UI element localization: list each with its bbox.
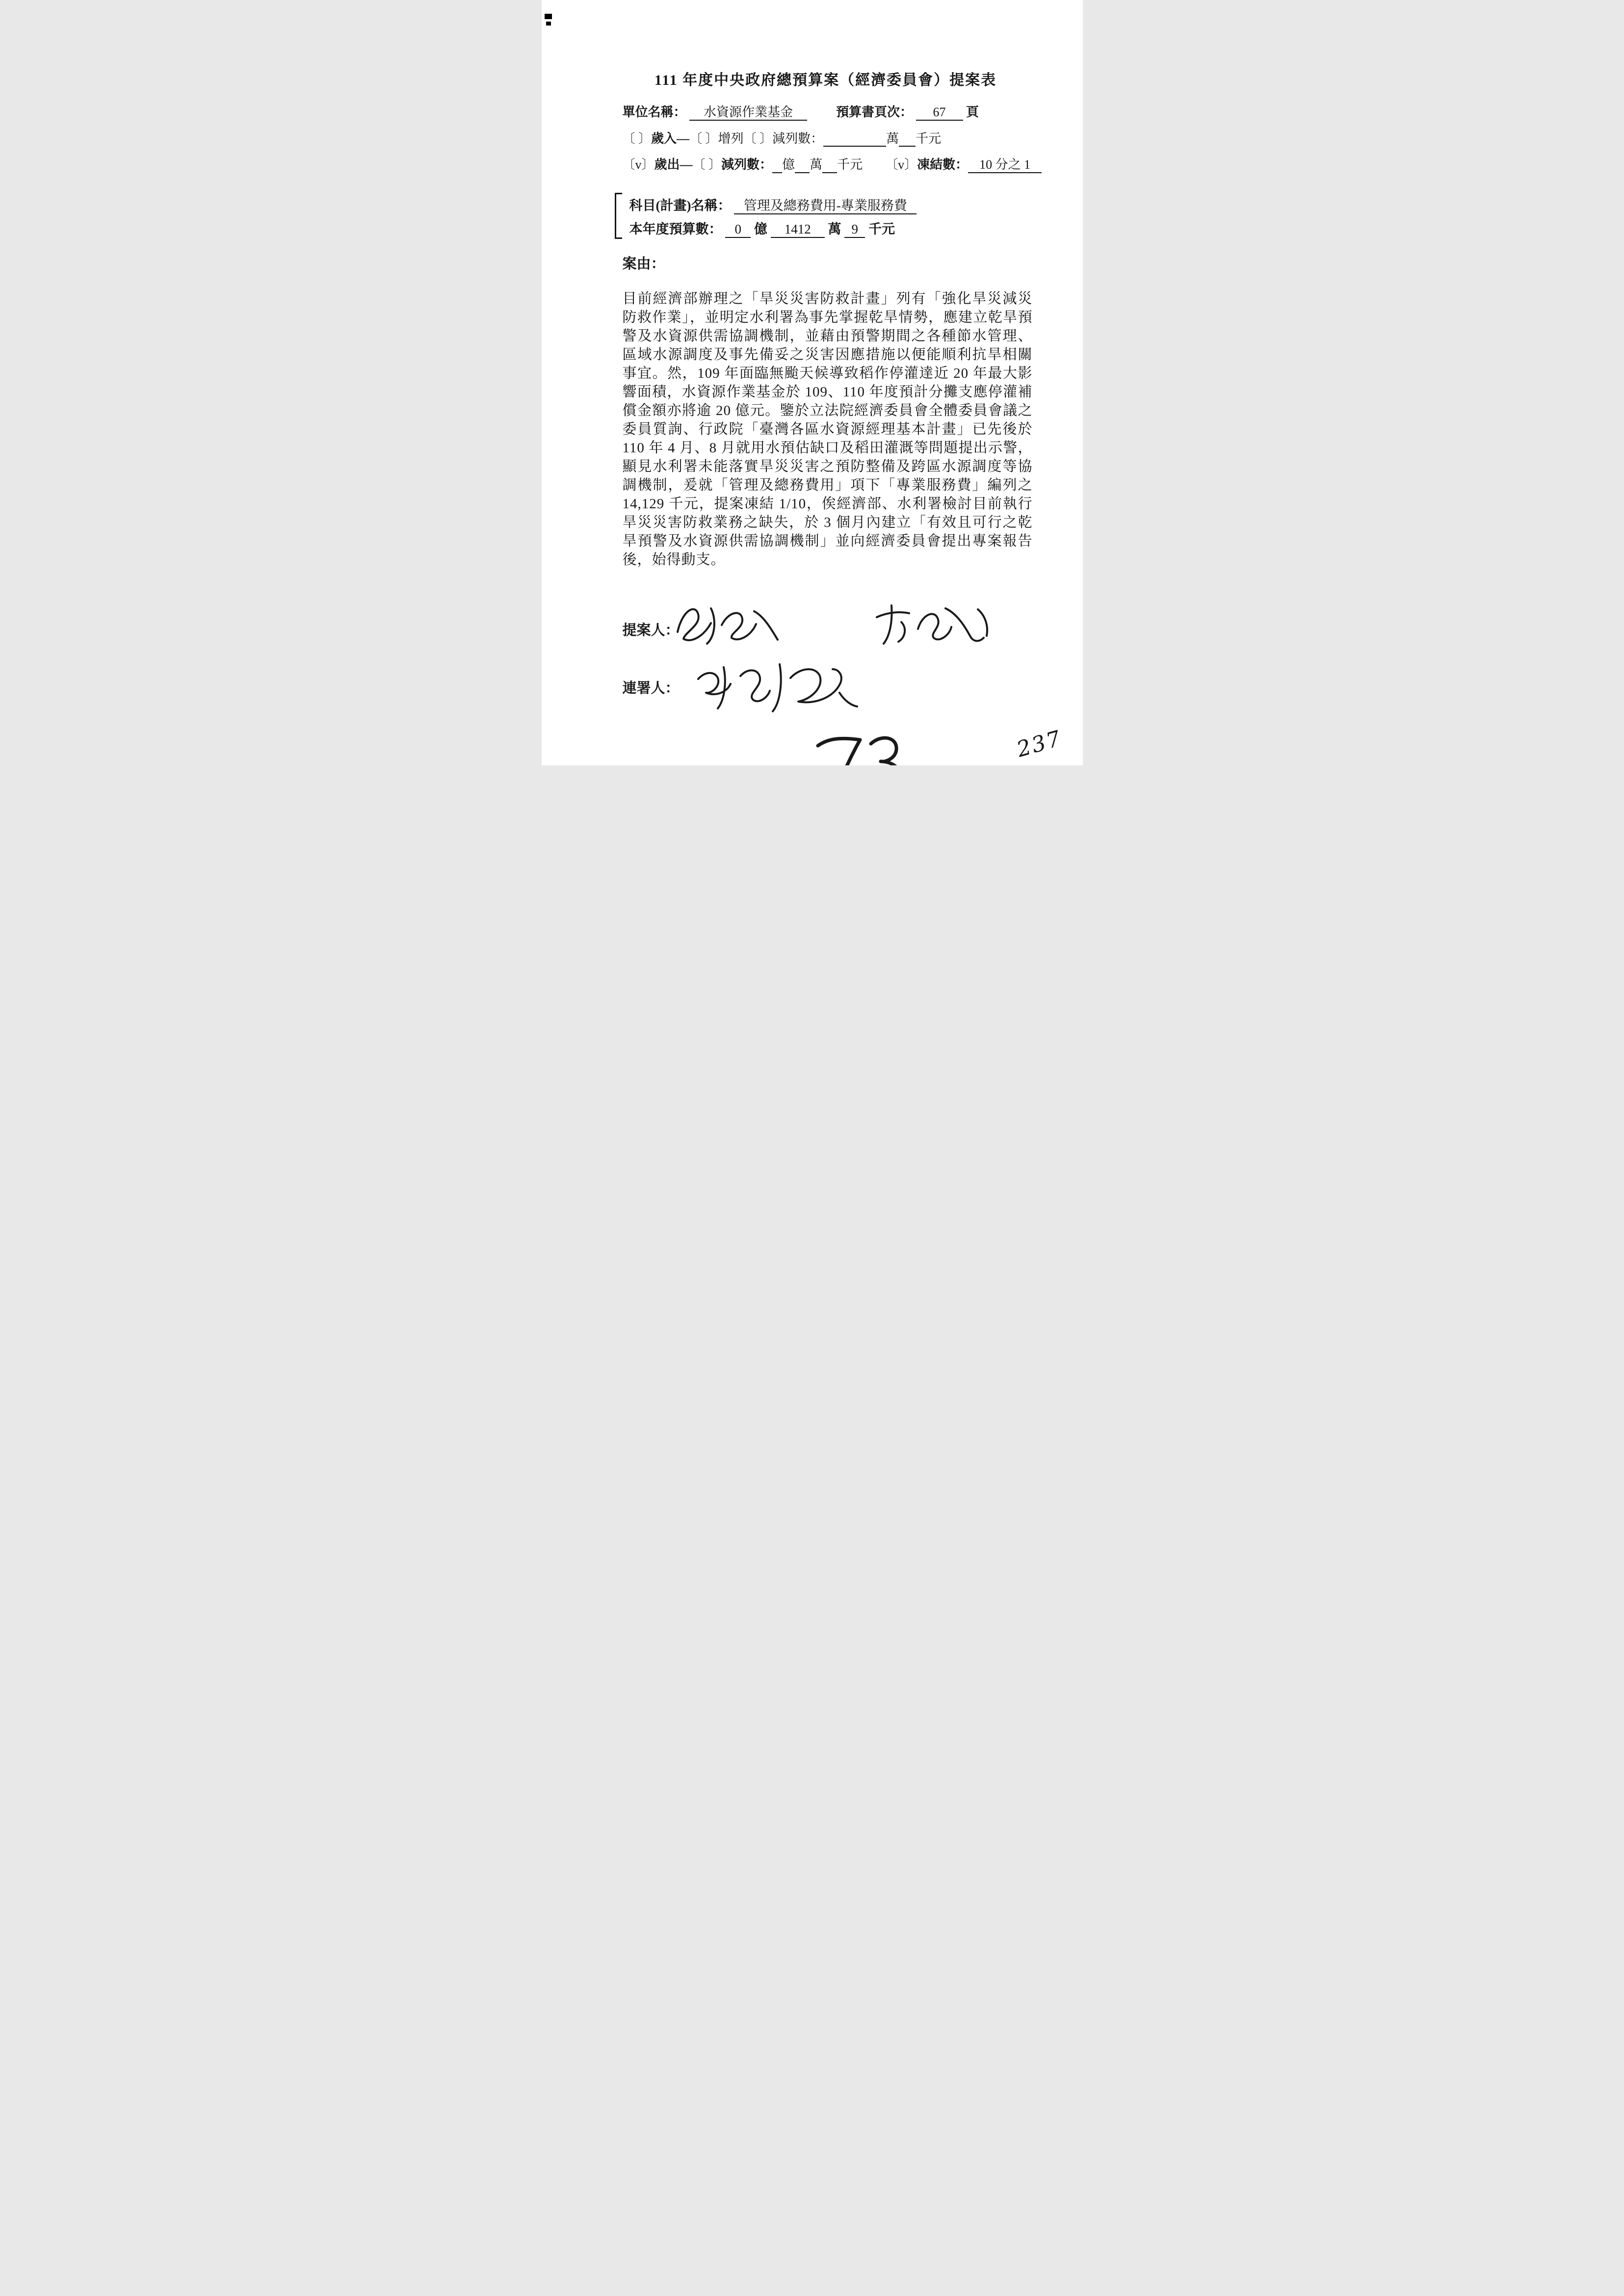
- unit-name-label: 單位名稱：: [622, 105, 686, 119]
- budget-amount-label: 本年度預算數：: [629, 221, 722, 236]
- cosigner-label: 連署人：: [622, 680, 680, 696]
- checkbox-revenue: 〔 〕: [622, 131, 652, 146]
- proposer-label: 提案人：: [622, 622, 680, 638]
- blank-qian: [822, 158, 837, 173]
- expenditure-label: 歲出—: [654, 157, 693, 172]
- qian-label-revenue: 千元: [916, 131, 942, 146]
- unit-name-value: 水資源作業基金: [689, 105, 807, 121]
- budget-wan-value: 1412: [771, 222, 825, 238]
- increase-label: 增列: [718, 131, 744, 146]
- revenue-line: [623, 129, 1029, 147]
- document-content: [622, 68, 1033, 765]
- wan-label: 萬: [810, 157, 823, 172]
- unit-name-line: [623, 102, 1029, 121]
- blank-amount-qian: [899, 131, 916, 147]
- case-reason-body: 目前經濟部辦理之「旱災災害防救計畫」列有「強化旱災減災防救作業」，並明定水利署為事先掌握乾旱情勢，應建立乾旱預警及水資源供需協調機制，並藉由預警期間之各種節水管理、區域水源調度及事先備妥之災害因應措施以便能順利抗旱相關事宜。然，109 年面臨無颱天候導致稻作停灌達近 20 年最大影響面積，水資源作業基金於 109、110 年度預計分攤支應停灌補償金額亦將逾 20 億元。鑒於立法院經濟委員會全體委員會議之委員質詢、行政院「臺灣各區水資源經理基本計畫」已先後於 110 年 4 月、8 月就用水預估缺口及稻田灌溉等問題提出示警，顯見水利署未能落實旱災災害之預防整備及跨區水源調度等協調機制，爰就「管理及總務費用」項下「專業服務費」編列之 14,129 千元，提案凍結 1/10，俟經濟部、水利署檢討目前執行旱災災害防救業務之缺失，於 3 個月內建立「有效且可行之乾旱預警及水資源供需協調機制」並向經濟委員會提出專案報告後，始得動支。: [622, 290, 1033, 568]
- handwritten-73-strokes: [811, 732, 909, 765]
- blank-amount-wan: [823, 131, 886, 147]
- blank-wan: [795, 158, 810, 173]
- freeze-label: 凍結數：: [917, 157, 969, 172]
- budget-qian-value: 9: [844, 222, 865, 238]
- left-bracket-mark: [615, 193, 622, 239]
- handwritten-number-73: [811, 732, 909, 765]
- expenditure-line: [623, 155, 1029, 173]
- subject-label: 科目(計畫)名稱：: [629, 198, 731, 213]
- budget-yi-label: 億: [754, 221, 767, 236]
- scan-artifact: [546, 22, 551, 26]
- budget-amount-line: [629, 218, 1029, 238]
- proposer-signature-2: [868, 598, 995, 649]
- budget-yi-value: 0: [725, 222, 751, 238]
- checkbox-decrease-revenue: 〔 〕: [743, 131, 773, 146]
- decrease-label-expenditure: 減列數：: [721, 157, 773, 172]
- budget-qian-label: 千元: [868, 221, 895, 236]
- budget-book-page-suffix: 頁: [966, 105, 979, 119]
- budget-book-page-value: 67: [916, 105, 963, 121]
- qian-label: 千元: [837, 157, 863, 172]
- case-reason-label: 案由：: [622, 256, 665, 272]
- checkbox-decrease-expenditure: 〔 〕: [692, 157, 722, 172]
- freeze-value: 10 分之 1: [968, 157, 1042, 173]
- budget-book-page-label: 預算書頁次：: [836, 105, 913, 119]
- decrease-label-revenue: 減列數：: [772, 131, 824, 146]
- revenue-label: 歲入—: [651, 131, 690, 146]
- wan-label-revenue: 萬: [886, 131, 899, 146]
- subject-section: [623, 195, 1029, 238]
- subject-value: 管理及總務費用-專業服務費: [734, 198, 917, 214]
- proposer-row: [623, 600, 1029, 658]
- scan-artifact: [545, 14, 552, 19]
- proposer-signature-1: [668, 594, 786, 652]
- cosigner-signature: [686, 651, 863, 717]
- checkbox-increase: 〔 〕: [689, 131, 718, 146]
- checkbox-freeze: 〔v〕: [885, 157, 917, 172]
- cosigner-row: [623, 658, 1029, 723]
- subject-line: [629, 195, 1029, 214]
- checkbox-expenditure: 〔v〕: [622, 157, 655, 172]
- scanned-document-page: [542, 0, 1083, 765]
- document-title: 111 年度中央政府總預算案（經濟委員會）提案表: [654, 72, 997, 88]
- budget-wan-label: 萬: [828, 221, 841, 236]
- corner-page-number: 237: [1014, 726, 1065, 762]
- blank-yi: [772, 158, 782, 173]
- yi-label: 億: [782, 157, 795, 172]
